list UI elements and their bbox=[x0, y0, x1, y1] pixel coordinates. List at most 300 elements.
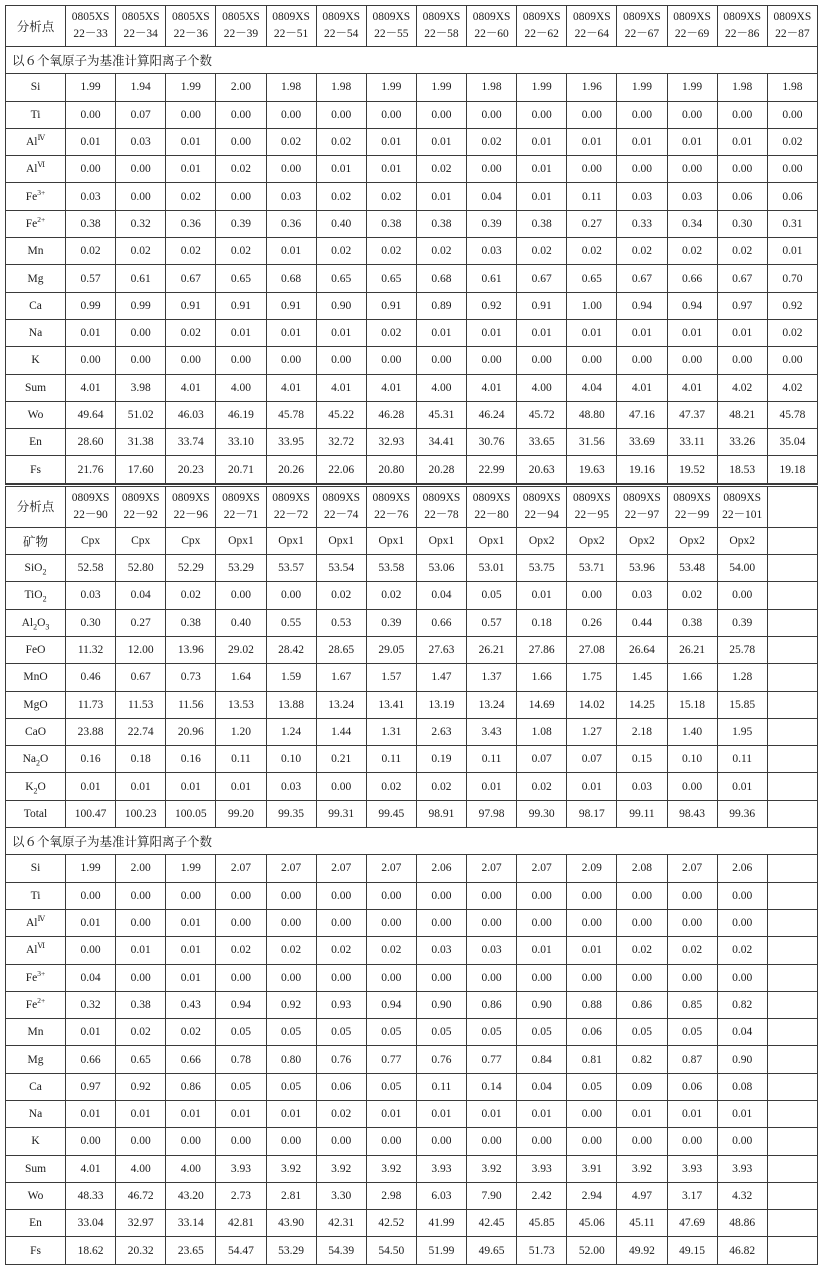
table-cell: 0.00 bbox=[567, 909, 617, 936]
row-label-superscript: 3+ bbox=[37, 187, 46, 197]
row-label-subscript: 2 bbox=[42, 594, 47, 604]
analysis-point-number: 22－67 bbox=[624, 28, 660, 40]
table-cell: 1.24 bbox=[266, 718, 316, 745]
table-cell: 0.03 bbox=[467, 238, 517, 265]
table-row bbox=[6, 183, 818, 210]
analysis-point-header bbox=[316, 485, 366, 527]
row-label-subscript: 2 bbox=[42, 567, 47, 577]
table-cell: 0.00 bbox=[717, 909, 767, 936]
table-cell: 0.66 bbox=[667, 265, 717, 292]
table-cell: 53.29 bbox=[216, 555, 266, 582]
row-label-subscript: 2 bbox=[33, 785, 38, 795]
table-cell: 0.05 bbox=[216, 1073, 266, 1100]
analysis-point-sample: 0809XS bbox=[673, 11, 711, 23]
table-cell: 0.01 bbox=[316, 156, 366, 183]
analysis-point-number: 22－62 bbox=[524, 28, 559, 40]
row-label bbox=[6, 238, 66, 265]
table-cell: 0.02 bbox=[66, 238, 116, 265]
table-cell: 0.01 bbox=[366, 156, 416, 183]
row-label-text: Fe bbox=[25, 190, 38, 203]
table-cell: 0.65 bbox=[116, 1046, 166, 1073]
table-row bbox=[6, 555, 818, 582]
table-cell: 0.01 bbox=[66, 773, 116, 800]
table-cell: 3.93 bbox=[667, 1155, 717, 1182]
table-cell: 0.66 bbox=[166, 1046, 216, 1073]
table-row bbox=[6, 882, 818, 909]
table-cell: 14.25 bbox=[617, 691, 667, 718]
table-cell: 0.03 bbox=[416, 937, 466, 964]
table-cell: 0.00 bbox=[617, 909, 667, 936]
table-cell: 0.67 bbox=[717, 265, 767, 292]
table-cell: 0.02 bbox=[166, 582, 216, 609]
table-cell: 0.01 bbox=[667, 319, 717, 346]
header-label: 分析点 bbox=[6, 485, 66, 527]
table-cell: 7.90 bbox=[467, 1182, 517, 1209]
table-cell: 0.61 bbox=[467, 265, 517, 292]
table-cell: 0.00 bbox=[567, 1128, 617, 1155]
table-cell: 0.01 bbox=[166, 1100, 216, 1127]
table-cell: 0.65 bbox=[316, 265, 366, 292]
table-cell: 0.38 bbox=[366, 210, 416, 237]
mineral-cell: Opx1 bbox=[216, 527, 266, 554]
table-cell: 11.56 bbox=[166, 691, 216, 718]
table-cell: 0.31 bbox=[767, 210, 817, 237]
table-cell: 42.81 bbox=[216, 1210, 266, 1237]
table-cell: 0.02 bbox=[316, 238, 366, 265]
table-cell: 51.02 bbox=[116, 401, 166, 428]
section-title: 以６个氧原子为基准计算阳离子个数 bbox=[6, 828, 818, 855]
table-cell: 0.00 bbox=[667, 1128, 717, 1155]
table-cell: 1.99 bbox=[667, 74, 717, 101]
row-label-superscript: Ⅳ bbox=[37, 133, 45, 143]
analysis-point-header bbox=[717, 6, 767, 47]
table-cell: 4.01 bbox=[667, 374, 717, 401]
table-cell: 53.75 bbox=[517, 555, 567, 582]
table-cell: 45.06 bbox=[567, 1210, 617, 1237]
table-cell: 0.02 bbox=[116, 1019, 166, 1046]
analysis-point-header bbox=[366, 485, 416, 527]
row-label bbox=[6, 1046, 66, 1073]
table-cell: 0.38 bbox=[517, 210, 567, 237]
table-cell: 0.04 bbox=[116, 582, 166, 609]
table-cell: 0.05 bbox=[366, 1073, 416, 1100]
table-row bbox=[6, 1155, 818, 1182]
row-label bbox=[6, 909, 66, 936]
table-cell bbox=[767, 636, 817, 663]
table-cell: 0.00 bbox=[216, 964, 266, 991]
table-cell: 0.05 bbox=[266, 1073, 316, 1100]
table-cell: 0.78 bbox=[216, 1046, 266, 1073]
row-label-text: FeO bbox=[25, 644, 46, 657]
table-cell: 0.02 bbox=[316, 1100, 366, 1127]
table-cell: 0.00 bbox=[266, 882, 316, 909]
table-cell: 1.08 bbox=[517, 718, 567, 745]
table-cell: 2.00 bbox=[116, 855, 166, 882]
analysis-point-sample: 0809XS bbox=[572, 11, 611, 23]
table-cell: 0.01 bbox=[467, 319, 517, 346]
table-cell: 99.35 bbox=[266, 800, 316, 827]
mineral-cell: Opx2 bbox=[517, 527, 567, 554]
table-cell: 0.77 bbox=[467, 1046, 517, 1073]
analysis-point-sample: 0805XS bbox=[71, 11, 110, 23]
table-cell: 43.20 bbox=[166, 1182, 216, 1209]
table-cell: 4.97 bbox=[617, 1182, 667, 1209]
table-cell bbox=[767, 691, 817, 718]
table-cell: 0.97 bbox=[717, 292, 767, 319]
row-label bbox=[6, 1019, 66, 1046]
table-cell: 0.00 bbox=[316, 101, 366, 128]
table-cell: 53.71 bbox=[567, 555, 617, 582]
row-label-text: Al bbox=[26, 917, 38, 930]
table-cell: 0.00 bbox=[717, 347, 767, 374]
row-label-text: TiO bbox=[24, 589, 43, 602]
analysis-point-header bbox=[517, 6, 567, 47]
table-cell: 0.01 bbox=[166, 909, 216, 936]
table-cell: 0.38 bbox=[66, 210, 116, 237]
table-cell: 11.53 bbox=[116, 691, 166, 718]
analysis-point-sample: 0809XS bbox=[773, 11, 812, 23]
row-label-text-2: O bbox=[37, 780, 46, 793]
table-cell: 1.99 bbox=[66, 855, 116, 882]
table-cell: 0.76 bbox=[416, 1046, 466, 1073]
table-row bbox=[6, 855, 818, 882]
row-label bbox=[6, 636, 66, 663]
table-cell: 0.00 bbox=[266, 964, 316, 991]
table-cell: 0.00 bbox=[66, 156, 116, 183]
table-cell: 0.01 bbox=[667, 1100, 717, 1127]
row-label bbox=[6, 319, 66, 346]
table-cell: 99.30 bbox=[517, 800, 567, 827]
table-cell: 0.00 bbox=[66, 347, 116, 374]
table-cell: 0.02 bbox=[266, 128, 316, 155]
header-label: 分析点 bbox=[6, 6, 66, 47]
table-cell: 0.00 bbox=[416, 964, 466, 991]
analysis-point-sample: 0805XS bbox=[171, 11, 210, 23]
table-cell: 0.39 bbox=[467, 210, 517, 237]
table-cell: 0.00 bbox=[366, 964, 416, 991]
table-cell: 46.72 bbox=[116, 1182, 166, 1209]
table-cell: 0.00 bbox=[717, 582, 767, 609]
table-cell: 0.02 bbox=[166, 1019, 216, 1046]
row-label bbox=[6, 746, 66, 773]
table-cell: 0.00 bbox=[567, 582, 617, 609]
table-row bbox=[6, 800, 818, 827]
table-row bbox=[6, 773, 818, 800]
table-cell: 0.32 bbox=[116, 210, 166, 237]
table-cell: 46.24 bbox=[467, 401, 517, 428]
table-cell: 0.30 bbox=[66, 609, 116, 636]
table-cell: 0.00 bbox=[66, 101, 116, 128]
table-cell: 0.03 bbox=[617, 582, 667, 609]
table-cell bbox=[767, 1128, 817, 1155]
table-cell: 1.99 bbox=[366, 74, 416, 101]
table-cell: 20.80 bbox=[366, 456, 416, 483]
table-cell: 0.92 bbox=[116, 1073, 166, 1100]
table-cell: 0.00 bbox=[66, 1128, 116, 1155]
row-label-text: Na bbox=[28, 1108, 43, 1121]
table-cell bbox=[767, 1210, 817, 1237]
table-cell: 0.00 bbox=[617, 1128, 667, 1155]
table-cell: 4.00 bbox=[166, 1155, 216, 1182]
row-label-text: En bbox=[29, 436, 42, 449]
table-cell bbox=[767, 937, 817, 964]
table-cell: 0.33 bbox=[617, 210, 667, 237]
table-cell: 0.66 bbox=[416, 609, 466, 636]
table-cell: 1.75 bbox=[567, 664, 617, 691]
table-cell: 45.85 bbox=[517, 1210, 567, 1237]
table-cell: 0.11 bbox=[216, 746, 266, 773]
table-cell: 2.07 bbox=[366, 855, 416, 882]
table-cell: 0.18 bbox=[517, 609, 567, 636]
row-label bbox=[6, 773, 66, 800]
table-cell: 0.67 bbox=[116, 664, 166, 691]
row-label-text: Mn bbox=[27, 245, 44, 258]
table-cell: 0.87 bbox=[667, 1046, 717, 1073]
table-cell: 1.99 bbox=[517, 74, 567, 101]
analysis-point-header bbox=[366, 6, 416, 47]
table-cell: 32.97 bbox=[116, 1210, 166, 1237]
analysis-point-number: 22－97 bbox=[624, 508, 660, 521]
row-label-text-2: O bbox=[40, 753, 49, 766]
row-label bbox=[6, 718, 66, 745]
table-cell: 0.01 bbox=[467, 1100, 517, 1127]
table-cell: 0.39 bbox=[366, 609, 416, 636]
table-cell: 0.00 bbox=[216, 909, 266, 936]
analysis-point-number: 22－54 bbox=[323, 28, 359, 40]
table-cell: 47.69 bbox=[667, 1210, 717, 1237]
table-cell: 0.05 bbox=[316, 1019, 366, 1046]
table-row bbox=[6, 456, 818, 483]
table-cell: 0.00 bbox=[166, 1128, 216, 1155]
table-cell: 0.02 bbox=[116, 238, 166, 265]
table-cell: 0.00 bbox=[416, 882, 466, 909]
table-cell: 0.00 bbox=[567, 101, 617, 128]
table-cell: 27.08 bbox=[567, 636, 617, 663]
table-cell: 0.01 bbox=[166, 773, 216, 800]
row-label-text: SiO bbox=[24, 562, 43, 575]
mineral-cell: Cpx bbox=[166, 527, 216, 554]
table-cell: 97.98 bbox=[467, 800, 517, 827]
row-label-text: Fe bbox=[25, 998, 38, 1011]
row-label-text: Fs bbox=[30, 463, 41, 476]
table-row bbox=[6, 964, 818, 991]
table-cell: 0.89 bbox=[416, 292, 466, 319]
mineral-cell: Cpx bbox=[116, 527, 166, 554]
table-cell: 0.00 bbox=[66, 882, 116, 909]
analysis-point-sample: 0809XS bbox=[272, 491, 310, 504]
row-label bbox=[6, 183, 66, 210]
table-cell bbox=[767, 664, 817, 691]
analysis-point-header bbox=[667, 485, 717, 527]
table-cell: 52.29 bbox=[166, 555, 216, 582]
table-cell: 0.00 bbox=[416, 1128, 466, 1155]
table-cell: 0.01 bbox=[517, 582, 567, 609]
row-label-text: Al bbox=[26, 136, 38, 149]
table-cell: 2.07 bbox=[316, 855, 366, 882]
table-cell: 0.18 bbox=[116, 746, 166, 773]
analysis-point-number: 22－95 bbox=[574, 508, 610, 521]
analysis-point-number: 22－69 bbox=[674, 28, 710, 40]
mineral-row bbox=[6, 527, 818, 554]
table-cell: 4.01 bbox=[266, 374, 316, 401]
table-cell: 0.02 bbox=[266, 937, 316, 964]
table-cell: 0.01 bbox=[166, 964, 216, 991]
table-cell: 33.11 bbox=[667, 429, 717, 456]
table-cell: 0.00 bbox=[116, 964, 166, 991]
analysis-point-number: 22－34 bbox=[123, 28, 158, 40]
table-part-2 bbox=[5, 484, 818, 1265]
table-cell: 0.15 bbox=[617, 746, 667, 773]
table-row bbox=[6, 429, 818, 456]
table-cell: 0.03 bbox=[617, 773, 667, 800]
table-cell: 1.31 bbox=[366, 718, 416, 745]
table-cell bbox=[767, 555, 817, 582]
table-cell: 28.60 bbox=[66, 429, 116, 456]
table-cell: 33.10 bbox=[216, 429, 266, 456]
table-cell: 0.94 bbox=[617, 292, 667, 319]
table-cell: 0.01 bbox=[517, 319, 567, 346]
table-cell: 4.01 bbox=[316, 374, 366, 401]
row-label-text: En bbox=[29, 1217, 42, 1230]
row-label bbox=[6, 210, 66, 237]
table-cell: 0.11 bbox=[467, 746, 517, 773]
table-cell: 100.47 bbox=[66, 800, 116, 827]
table-cell: 0.02 bbox=[617, 238, 667, 265]
table-cell: 0.99 bbox=[66, 292, 116, 319]
row-label-text: Al bbox=[25, 163, 38, 176]
table-cell: 11.73 bbox=[66, 691, 116, 718]
table-cell: 20.26 bbox=[266, 456, 316, 483]
table-cell: 0.01 bbox=[517, 937, 567, 964]
table-cell: 0.02 bbox=[216, 156, 266, 183]
table-cell: 0.00 bbox=[767, 347, 817, 374]
table-cell bbox=[767, 746, 817, 773]
table-cell: 2.07 bbox=[517, 855, 567, 882]
row-label-superscript: 2+ bbox=[37, 215, 46, 225]
table-cell: 0.91 bbox=[366, 292, 416, 319]
table-cell: 1.27 bbox=[567, 718, 617, 745]
table-cell: 20.23 bbox=[166, 456, 216, 483]
table-cell: 49.15 bbox=[667, 1237, 717, 1264]
table-cell: 21.76 bbox=[66, 456, 116, 483]
table-cell bbox=[767, 855, 817, 882]
table-cell: 0.02 bbox=[416, 773, 466, 800]
table-cell: 20.63 bbox=[517, 456, 567, 483]
row-label-text: Fs bbox=[30, 1244, 41, 1257]
row-label-text: Al bbox=[21, 616, 34, 629]
analysis-point-sample: 0809XS bbox=[422, 491, 461, 504]
table-cell: 1.64 bbox=[216, 664, 266, 691]
table-cell: 0.00 bbox=[567, 156, 617, 183]
table-cell: 0.00 bbox=[166, 101, 216, 128]
table-cell: 0.14 bbox=[467, 1073, 517, 1100]
table-cell: 3.93 bbox=[517, 1155, 567, 1182]
analysis-point-number: 22－58 bbox=[424, 28, 459, 40]
table-cell: 13.41 bbox=[366, 691, 416, 718]
table-cell: 0.53 bbox=[316, 609, 366, 636]
analysis-point-number: 22－51 bbox=[273, 28, 309, 40]
table-cell: 0.00 bbox=[316, 1128, 366, 1155]
table-cell: 0.01 bbox=[717, 1100, 767, 1127]
table-cell: 4.00 bbox=[416, 374, 466, 401]
row-label bbox=[6, 855, 66, 882]
table-cell: 0.05 bbox=[416, 1019, 466, 1046]
table-cell bbox=[767, 800, 817, 827]
row-label-text: Wo bbox=[27, 409, 44, 421]
table-cell bbox=[767, 773, 817, 800]
table-cell: 0.90 bbox=[517, 991, 567, 1018]
table-cell: 0.05 bbox=[517, 1019, 567, 1046]
table-row bbox=[6, 1237, 818, 1264]
table-cell: 0.05 bbox=[467, 1019, 517, 1046]
table-cell: 0.46 bbox=[66, 664, 116, 691]
table-cell: 0.68 bbox=[416, 265, 466, 292]
table-cell: 33.69 bbox=[617, 429, 667, 456]
table-cell: 0.09 bbox=[617, 1073, 667, 1100]
table-cell: 2.63 bbox=[416, 718, 466, 745]
table-cell: 0.11 bbox=[717, 746, 767, 773]
row-label-text: CaO bbox=[24, 725, 47, 738]
table-cell: 0.02 bbox=[617, 937, 667, 964]
table-cell: 0.00 bbox=[717, 101, 767, 128]
row-label-text: Mn bbox=[27, 1026, 44, 1039]
analysis-point-number: 22－78 bbox=[424, 508, 459, 521]
table-cell: 0.04 bbox=[517, 1073, 567, 1100]
table-cell: 0.00 bbox=[166, 347, 216, 374]
table-cell: 13.96 bbox=[166, 636, 216, 663]
table-cell: 19.52 bbox=[667, 456, 717, 483]
analysis-point-header bbox=[166, 6, 216, 47]
table-cell: 4.00 bbox=[517, 374, 567, 401]
row-label bbox=[6, 1155, 66, 1182]
table-cell: 99.31 bbox=[316, 800, 366, 827]
table-cell: 23.88 bbox=[66, 718, 116, 745]
table-cell: 1.98 bbox=[316, 74, 366, 101]
table-cell: 1.57 bbox=[366, 664, 416, 691]
analysis-point-sample: 0809XS bbox=[422, 11, 461, 23]
table-cell: 0.01 bbox=[266, 238, 316, 265]
table-cell: 0.02 bbox=[166, 238, 216, 265]
table-cell: 0.00 bbox=[567, 882, 617, 909]
mineral-cell: Opx1 bbox=[266, 527, 316, 554]
table-cell: 45.72 bbox=[517, 401, 567, 428]
table-cell: 0.02 bbox=[467, 128, 517, 155]
table-cell: 2.07 bbox=[467, 855, 517, 882]
mineral-cell: Opx1 bbox=[416, 527, 466, 554]
table-cell: 0.10 bbox=[266, 746, 316, 773]
table-cell: 98.43 bbox=[667, 800, 717, 827]
table-cell bbox=[767, 1073, 817, 1100]
table-cell: 0.02 bbox=[717, 238, 767, 265]
table-cell: 45.22 bbox=[316, 401, 366, 428]
table-cell: 0.02 bbox=[366, 937, 416, 964]
table-cell: 13.24 bbox=[316, 691, 366, 718]
table-cell: 0.00 bbox=[717, 882, 767, 909]
analysis-point-sample: 0809XS bbox=[472, 491, 511, 504]
row-label-text: Fe bbox=[25, 217, 38, 230]
table-cell: 0.04 bbox=[717, 1019, 767, 1046]
table-cell: 54.47 bbox=[216, 1237, 266, 1264]
table-cell: 22.74 bbox=[116, 718, 166, 745]
table-cell: 0.39 bbox=[216, 210, 266, 237]
table-cell: 99.20 bbox=[216, 800, 266, 827]
table-cell: 0.02 bbox=[216, 238, 266, 265]
table-row bbox=[6, 374, 818, 401]
table-cell: 0.01 bbox=[166, 156, 216, 183]
table-cell: 4.01 bbox=[166, 374, 216, 401]
table-cell: 98.91 bbox=[416, 800, 466, 827]
table-cell: 1.95 bbox=[717, 718, 767, 745]
